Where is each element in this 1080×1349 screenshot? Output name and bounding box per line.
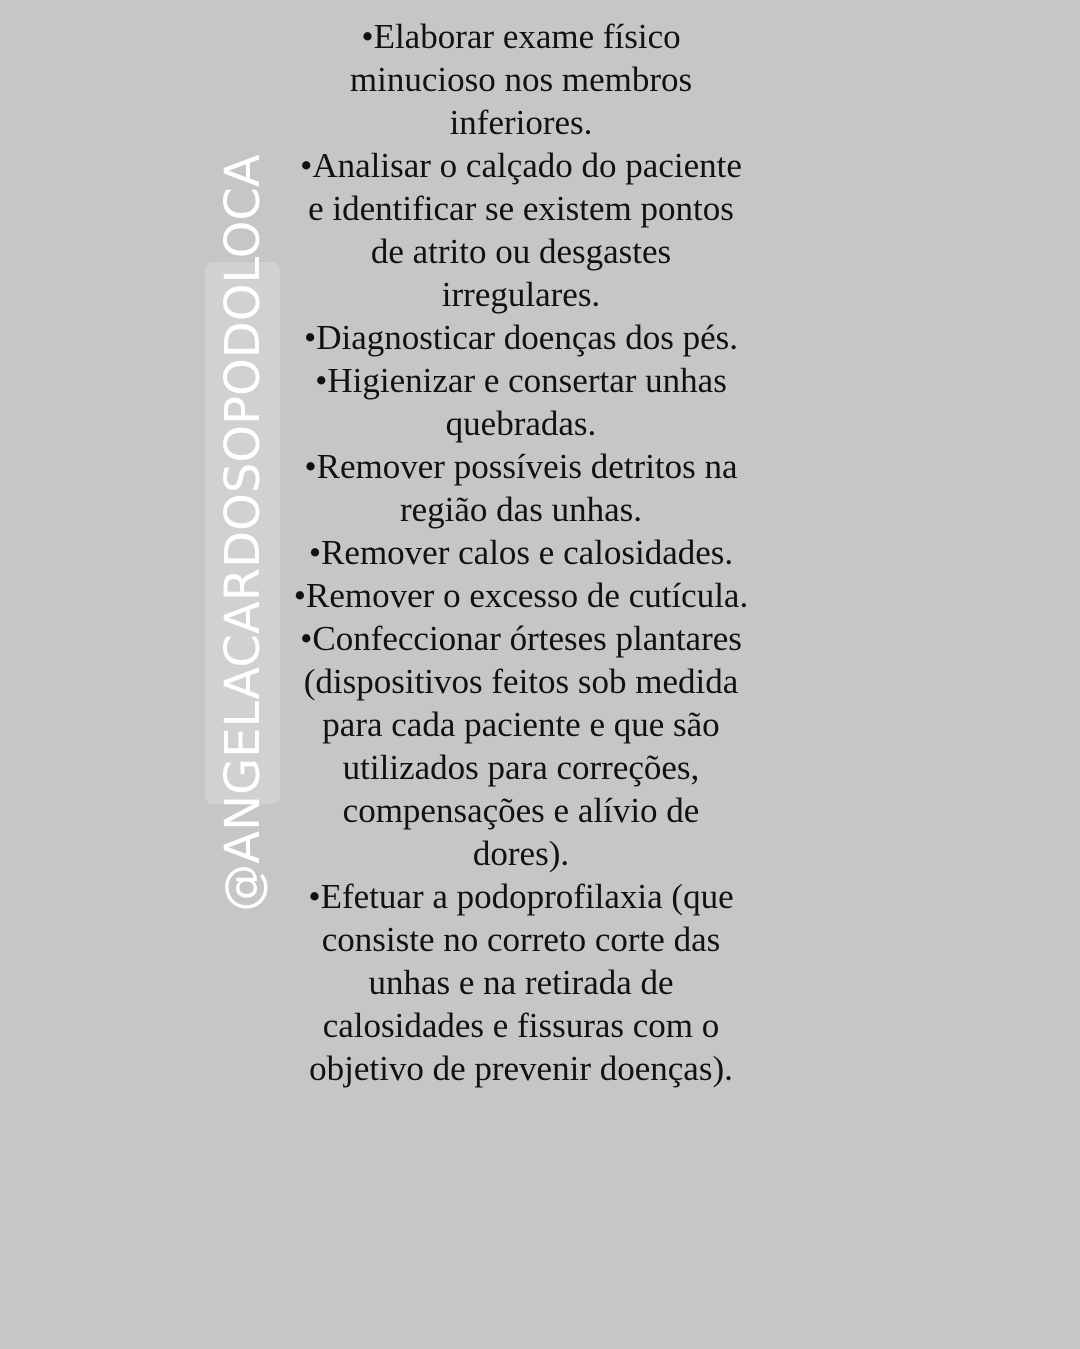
list-item: •Efetuar a podoprofilaxia (que consiste no correto corte das unhas e na retirada de calosidades e fissuras com o objetivo de prevenir doenças).: [308, 877, 734, 1088]
username-tag-label: @ANGELACARDOSOPODOLOCA: [214, 154, 271, 912]
list-item: •Analisar o calçado do paciente e identificar se existem pontos de atrito ou desgastes irregulares.: [300, 146, 742, 314]
list-item: •Remover o excesso de cutícula.: [293, 576, 749, 615]
services-list: [292, 15, 750, 1090]
list-item: •Higienizar e consertar unhas quebradas.: [315, 361, 727, 443]
list-item: •Confeccionar órteses plantares (dispositivos feitos sob medida para cada paciente e que são utilizados para correções, compensações e alívio de dores).: [300, 619, 742, 873]
list-item: •Elaborar exame físico minucioso nos membros inferiores.: [349, 17, 693, 142]
username-tag[interactable]: [205, 154, 280, 912]
list-item: •Diagnosticar doenças dos pés.: [303, 318, 739, 357]
list-item: •Remover possíveis detritos na região das unhas.: [304, 447, 738, 529]
list-item: •Remover calos e calosidades.: [308, 533, 734, 572]
